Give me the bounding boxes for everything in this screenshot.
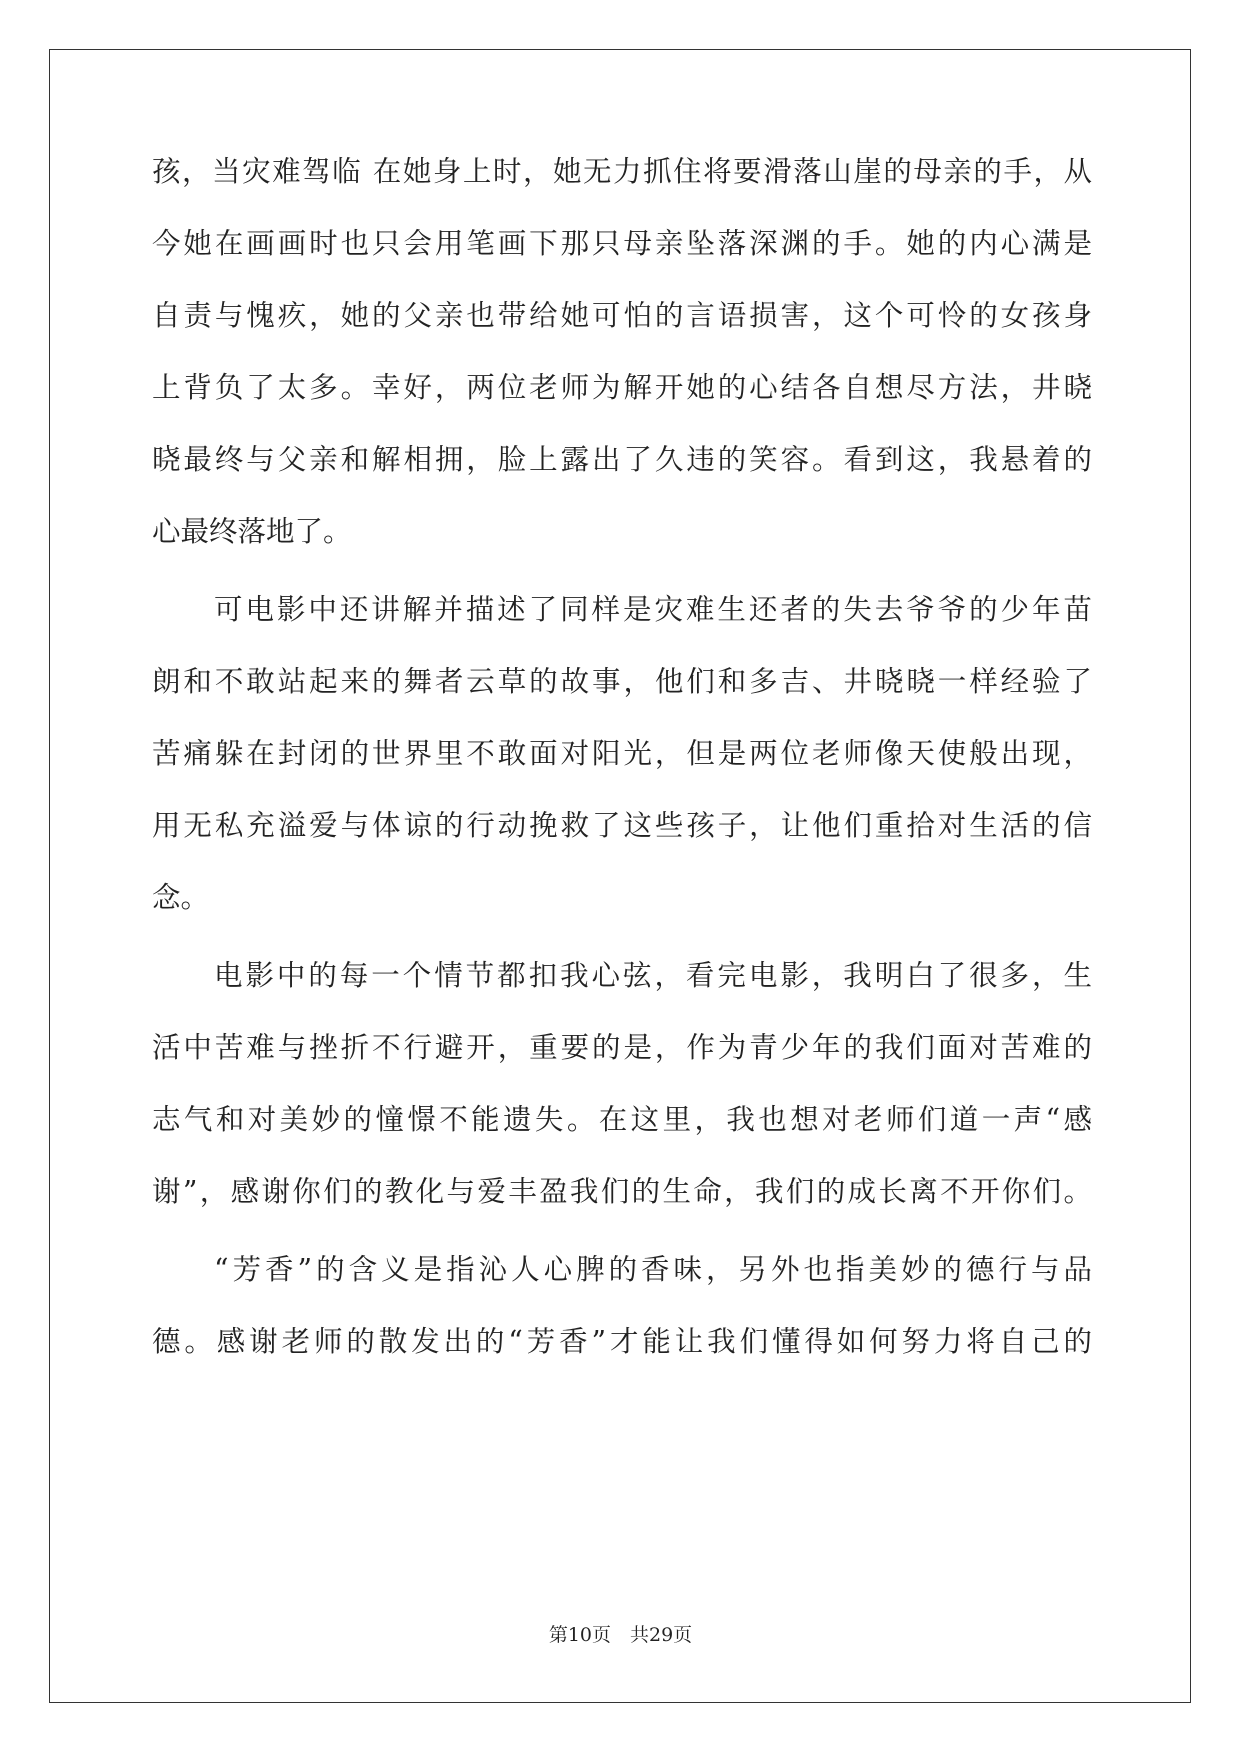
text-line: 谢”，感谢你们的教化与爱丰盈我们的生命，我们的成长离不开你们。 (152, 1175, 1092, 1208)
text-line: 苦痛躲在封闭的世界里不敢面对阳光，但是两位老师像天使般出现， (152, 737, 1092, 770)
page-number: 第10页 共29页 (548, 1624, 693, 1646)
text-line: 孩，当灾难驾临 在她身上时，她无力抓住将要滑落山崖的母亲的手，从 (152, 155, 1092, 188)
text-line: 晓最终与父亲和解相拥，脸上露出了久违的笑容。看到这，我悬着的 (152, 443, 1092, 476)
text-line: 念。 (152, 881, 210, 914)
text-line: 可电影中还讲解并描述了同样是灾难生还者的失去爷爷的少年苗 (214, 593, 1092, 626)
text-line: 今她在画画时也只会用笔画下那只母亲坠落深渊的手。她的内心满是 (152, 227, 1092, 260)
text-line: 德。感谢老师的散发出的“芳香”才能让我们懂得如何努力将自己的 (152, 1325, 1092, 1358)
text-line: 志气和对美妙的憧憬不能遗失。在这里，我也想对老师们道一声“感 (152, 1103, 1092, 1136)
text-line: 朗和不敢站起来的舞者云草的故事，他们和多吉、井晓晓一样经验了 (152, 665, 1092, 698)
text-line: 活中苦难与挫折不行避开，重要的是，作为青少年的我们面对苦难的 (152, 1031, 1092, 1064)
text-line: “芳香”的含义是指沁人心脾的香味，另外也指美妙的德行与品 (214, 1253, 1092, 1286)
text-line: 自责与愧疚，她的父亲也带给她可怕的言语损害，这个可怜的女孩身 (152, 299, 1092, 332)
text-line: 用无私充溢爱与体谅的行动挽救了这些孩子，让他们重拾对生活的信 (152, 809, 1092, 842)
text-line: 电影中的每一个情节都扣我心弦，看完电影，我明白了很多，生 (214, 959, 1092, 992)
text-line: 上背负了太多。幸好，两位老师为解开她的心结各自想尽方法，井晓 (152, 371, 1092, 404)
text-line: 心最终落地了。 (152, 515, 352, 548)
